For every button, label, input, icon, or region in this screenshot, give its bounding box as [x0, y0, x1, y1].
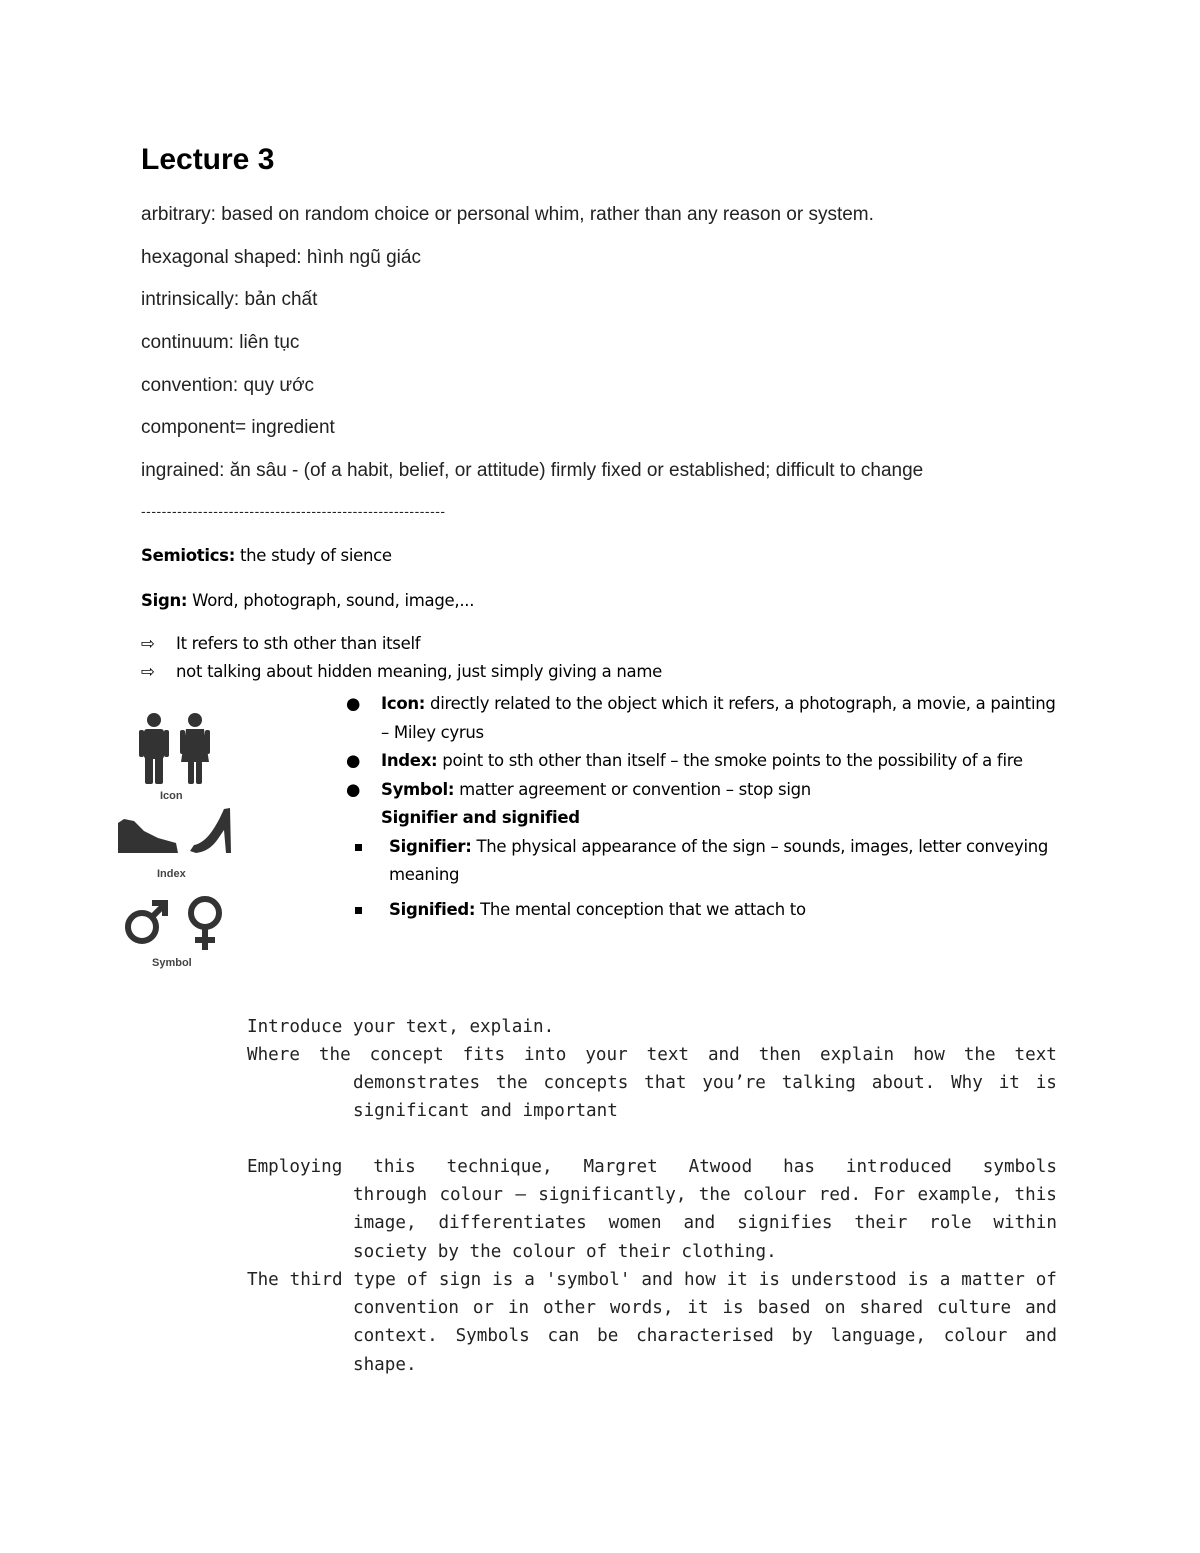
word: that — [644, 1073, 687, 1094]
index-term: Index: — [381, 751, 438, 770]
word: and — [683, 1213, 716, 1234]
word: this — [373, 1157, 416, 1177]
high-heel-icon — [190, 808, 231, 853]
p2-line4: society by the colour of their clothing. — [353, 1241, 777, 1262]
word: text — [1014, 1045, 1057, 1065]
vocab-ingrained: ingrained: ăn sâu - (of a habit, belief, or attitude) firmly fixed or established; difficult to change — [141, 460, 924, 481]
word: The — [247, 1270, 279, 1290]
word: Atwood — [688, 1157, 753, 1177]
bullet-icon: ● — [346, 779, 361, 799]
word: For — [873, 1185, 906, 1206]
word: concepts — [543, 1073, 629, 1094]
word: or — [472, 1298, 495, 1319]
arrow-item-text: not talking about hidden meaning, just simply giving a name — [176, 662, 662, 681]
symbol-label: Symbol — [152, 957, 192, 969]
word: example, — [917, 1185, 1003, 1206]
p1-line3: significant and important — [353, 1101, 618, 1122]
word: by — [791, 1326, 813, 1347]
p2-line3 — [247, 1209, 1057, 1237]
word: other — [543, 1298, 596, 1319]
icon-term: Icon: — [381, 694, 426, 713]
arrow-icon: ⇨ — [141, 662, 155, 681]
index-label: Index — [157, 868, 186, 880]
word: the — [318, 1045, 351, 1065]
vocab-component: component= ingredient — [141, 417, 335, 438]
word: context. — [353, 1326, 438, 1347]
arrow-item — [141, 662, 662, 681]
man-icon — [139, 713, 169, 784]
arrow-item — [141, 634, 420, 653]
list-item-index — [343, 747, 1063, 776]
bullet-icon: ● — [346, 751, 361, 770]
word: on — [824, 1298, 846, 1319]
word: third — [289, 1270, 343, 1290]
p3-line2 — [247, 1294, 1057, 1322]
word: differentiates — [438, 1213, 587, 1234]
word: into — [524, 1045, 567, 1065]
boot-icon — [118, 819, 178, 853]
word: characterised — [636, 1326, 774, 1347]
p2-line2 — [247, 1181, 1057, 1209]
square-bullet-icon — [355, 844, 362, 851]
word: through — [353, 1185, 428, 1206]
icon-text: directly related to the object which it refers, a photograph, a movie, a painting – Miley cyrus — [381, 694, 1056, 742]
signifier-term: Signifier: — [389, 836, 472, 856]
sign-figure-graphics — [112, 705, 237, 980]
word: symbols — [982, 1157, 1057, 1177]
paragraph-3 — [247, 1266, 1057, 1379]
word: signifies — [737, 1213, 833, 1234]
p3-line3 — [247, 1322, 1057, 1350]
word: the — [963, 1045, 996, 1065]
symbol-term: Symbol: — [381, 779, 455, 799]
word: their — [854, 1213, 908, 1234]
word: the — [698, 1185, 731, 1206]
word: matter — [961, 1270, 1025, 1290]
word: it — [687, 1298, 709, 1319]
sign-definition — [141, 591, 474, 610]
word: of — [406, 1270, 428, 1290]
word: in — [507, 1298, 530, 1319]
bullet-icon: ● — [346, 694, 361, 713]
word: significantly, — [538, 1185, 687, 1206]
word: women — [608, 1213, 662, 1234]
vocab-continuum: continuum: liên tục — [141, 332, 300, 353]
semiotics-term: Semiotics: — [141, 546, 236, 565]
word: Why — [951, 1073, 983, 1094]
word: role — [929, 1213, 972, 1234]
intro-paragraph — [247, 1013, 1057, 1041]
word: Margret — [583, 1157, 658, 1177]
word: words, — [609, 1298, 674, 1319]
word: colour — [439, 1185, 504, 1206]
semiotics-definition — [141, 546, 392, 565]
word: can — [547, 1326, 580, 1347]
male-symbol-icon — [128, 903, 165, 941]
word: type — [353, 1270, 396, 1290]
list-item-signifier — [343, 833, 1063, 890]
word: explain — [820, 1045, 895, 1065]
p3-line4: shape. — [353, 1354, 417, 1375]
signified-text: The mental conception that we attach to — [475, 899, 806, 919]
index-text: point to sth other than itself – the smoke points to the possibility of a fire — [437, 751, 1023, 770]
word: about. — [871, 1073, 936, 1094]
word: language, — [830, 1326, 926, 1347]
intro-line: Introduce your text, explain. — [247, 1017, 555, 1037]
word: this — [1014, 1185, 1057, 1206]
word: text — [646, 1045, 690, 1065]
list-item-signified — [343, 896, 1063, 925]
word: Where — [247, 1045, 300, 1065]
sign-types-figure — [112, 705, 237, 980]
word: your — [585, 1045, 628, 1065]
word: technique, — [446, 1157, 553, 1177]
word: is — [907, 1270, 929, 1290]
woman-icon — [180, 713, 210, 784]
paragraph-1 — [247, 1041, 1057, 1126]
vocab-intrinsically: intrinsically: bản chất — [141, 289, 318, 310]
word: has — [783, 1157, 815, 1177]
word: culture — [937, 1298, 1012, 1319]
word: a — [939, 1270, 951, 1290]
vocab-convention: convention: quy ước — [141, 375, 315, 396]
word: how — [684, 1270, 716, 1290]
vocab-hexagonal: hexagonal shaped: hình ngũ giác — [141, 247, 421, 268]
word: Employing — [247, 1157, 343, 1177]
word: colour — [742, 1185, 807, 1206]
word: how — [913, 1045, 945, 1065]
word: fits — [462, 1045, 506, 1065]
sign-text: Word, photograph, sound, image,... — [187, 591, 475, 610]
square-bullet-icon — [355, 907, 362, 914]
word: you’re — [702, 1073, 766, 1094]
list-item-symbol — [343, 776, 1063, 805]
word: and — [1025, 1298, 1057, 1319]
word: based — [757, 1298, 811, 1319]
word: is — [1035, 1073, 1057, 1094]
word: is — [722, 1298, 744, 1319]
word: within — [993, 1213, 1057, 1234]
word: be — [597, 1326, 619, 1347]
word: 'symbol' — [545, 1270, 631, 1290]
word: is — [492, 1270, 514, 1290]
word: the — [495, 1073, 528, 1094]
arrow-icon: ⇨ — [141, 634, 155, 653]
word: red. — [818, 1185, 862, 1206]
separator-line: ----------------------------------------------------------- — [141, 503, 446, 519]
arrow-item-text: It refers to sth other than itself — [176, 634, 421, 653]
sign-term: Sign: — [141, 591, 188, 610]
word: shared — [859, 1298, 924, 1319]
word: it — [998, 1073, 1020, 1094]
word: is — [758, 1270, 780, 1290]
paragraph-2 — [247, 1153, 1057, 1266]
word: it — [726, 1270, 748, 1290]
signifier-heading-row — [343, 804, 1063, 833]
page-title: Lecture 3 — [141, 143, 275, 176]
word: talking — [781, 1073, 856, 1094]
word: sign — [438, 1270, 482, 1290]
word: then — [758, 1045, 802, 1065]
word: demonstrates — [353, 1073, 481, 1094]
signifier-heading: Signifier and signified — [381, 808, 580, 827]
sign-types-list — [343, 690, 1063, 924]
word: Symbols — [455, 1326, 530, 1347]
signified-term: Signified: — [389, 899, 476, 919]
p1-line2 — [247, 1069, 1057, 1097]
word: colour — [943, 1326, 1008, 1347]
word: and — [1025, 1326, 1057, 1347]
p1-line1 — [247, 1041, 1057, 1069]
word: and — [641, 1270, 674, 1290]
word: a — [524, 1270, 535, 1290]
word: understood — [790, 1270, 897, 1290]
word: and — [707, 1045, 740, 1065]
p3-line1 — [247, 1266, 1057, 1294]
word: concept — [369, 1045, 444, 1065]
vocab-arbitrary: arbitrary: based on random choice or personal whim, rather than any reason or system. — [141, 204, 874, 225]
p2-line1 — [247, 1153, 1057, 1181]
word: of — [1035, 1270, 1057, 1290]
symbol-text: matter agreement or convention – stop sign — [454, 779, 811, 799]
word: – — [515, 1185, 526, 1206]
female-symbol-icon — [191, 899, 219, 950]
signifier-text: The physical appearance of the sign – sounds, images, letter conveying meaning — [389, 836, 1049, 884]
word: introduced — [845, 1157, 952, 1177]
icon-label: Icon — [160, 790, 183, 802]
word: image, — [353, 1213, 417, 1234]
semiotics-text: the study of sience — [235, 546, 392, 565]
word: convention — [353, 1298, 459, 1319]
list-item-icon — [343, 690, 1063, 747]
